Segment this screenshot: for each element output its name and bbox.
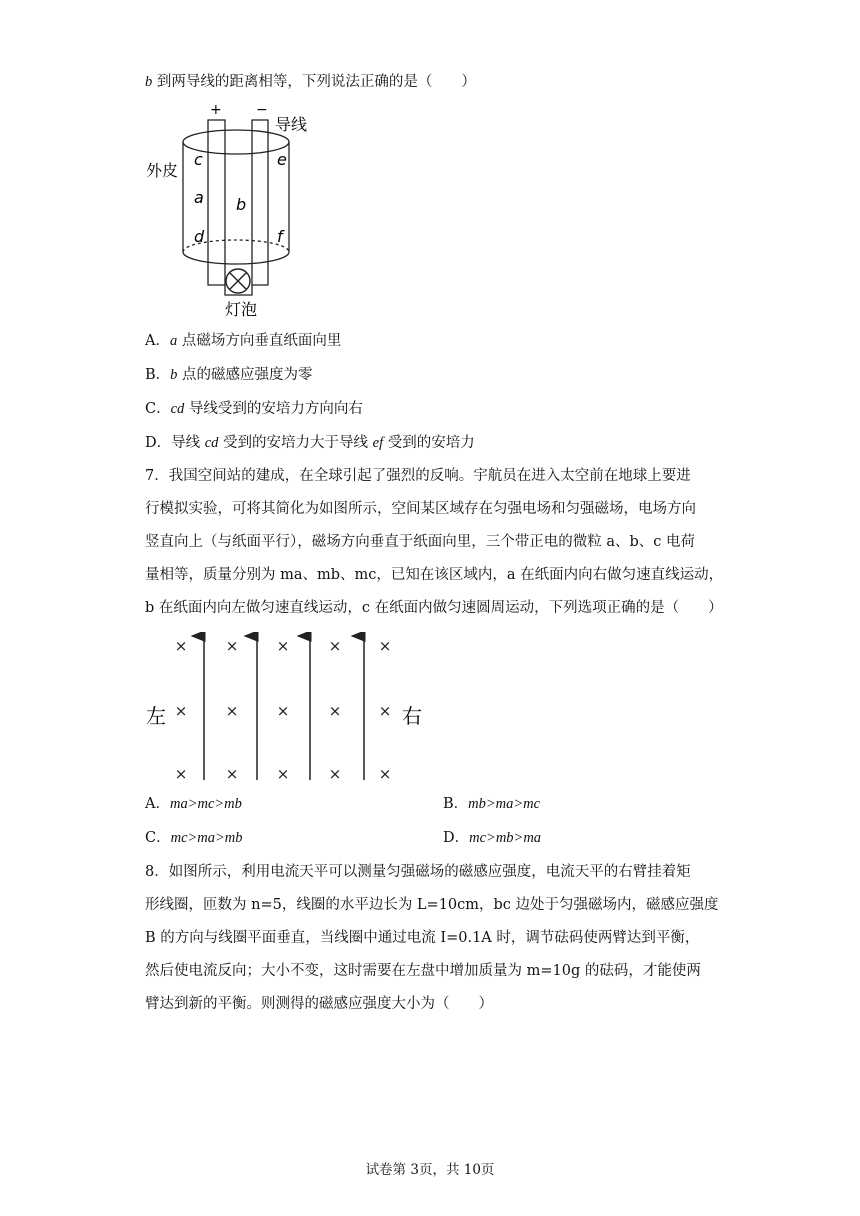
q6-option-c [145, 399, 363, 419]
magnetic-field-crosses [175, 637, 392, 782]
option-text: 点的磁感应强度为零 [182, 367, 313, 383]
option-key: A． [145, 333, 170, 349]
cross-icon: × [276, 765, 290, 782]
option-key: C． [145, 830, 171, 846]
stem-line: 7．我国空间站的建成，在全球引起了强烈的反响。宇航员在进入太空前在地球上要进 [145, 468, 691, 484]
point-c: c [194, 150, 203, 169]
cross-icon: × [328, 637, 342, 655]
stem-line: 臂达到新的平衡。则测得的磁感应强度大小为（ ） [145, 996, 493, 1012]
option-key: B． [443, 796, 469, 812]
option-var: b [170, 367, 178, 383]
cross-icon: × [328, 702, 342, 720]
option-var: cd [170, 401, 185, 417]
cross-icon: × [378, 637, 392, 655]
cross-icon: × [378, 702, 392, 720]
cross-icon: × [174, 637, 188, 655]
option-var: cd [204, 435, 219, 451]
option-text: 受到的安培力大于导线 [223, 435, 369, 451]
q7-option-a [145, 794, 242, 814]
right-label: 右 [402, 704, 422, 728]
stem-line: 形线圈，匝数为 n=5，线圈的水平边长为 L=10cm，bc 边处于匀强磁场内，磁感应强度 [145, 897, 719, 913]
option-text: mc>mb>ma [469, 830, 542, 846]
q6-option-d [145, 433, 475, 453]
cross-icon: × [328, 765, 342, 782]
option-text: 导线 [171, 435, 201, 451]
wire-label: 导线 [275, 115, 308, 134]
figure-em-field [140, 632, 440, 782]
cross-icon: × [174, 702, 188, 720]
stem-text: 到两导线的距离相等，下列说法正确的是（ ） [156, 74, 476, 90]
plus-sign: + [210, 102, 222, 118]
stem-line: 8．如图所示，利用电流天平可以测量匀强磁场的磁感应强度，电流天平的右臂挂着矩 [145, 864, 691, 880]
point-b: b [236, 195, 247, 214]
cross-icon: × [225, 702, 239, 720]
q6-option-a [145, 331, 341, 351]
point-e: e [277, 150, 287, 169]
option-key: B． [145, 367, 171, 383]
cross-icon: × [174, 765, 188, 782]
cross-icon: × [276, 702, 290, 720]
option-text: mb>ma>mc [468, 796, 541, 812]
option-var: ef [372, 435, 384, 451]
minus-sign: − [256, 102, 268, 118]
skin-label: 外皮 [146, 161, 179, 180]
q7-option-b [443, 794, 540, 814]
stem-line: b 在纸面内向左做匀速直线运动，c 在纸面内做匀速圆周运动，下列选项正确的是（ ） [145, 600, 723, 616]
point-f: f [277, 227, 283, 246]
option-text: 点磁场方向垂直纸面向里 [181, 333, 342, 349]
option-key: C． [145, 401, 171, 417]
left-label: 左 [146, 704, 166, 728]
q7-option-d [443, 828, 541, 848]
option-text: mc>ma>mb [170, 830, 243, 846]
point-d: d [194, 227, 205, 246]
bulb-label: 灯泡 [225, 300, 258, 319]
stem-line: 竖直向上（与纸面平行），磁场方向垂直于纸面向里，三个带正电的微粒 a、b、c 电荷 [145, 534, 696, 550]
option-text: ma>mc>mb [169, 796, 242, 812]
cross-icon: × [225, 637, 239, 655]
stem-line: B 的方向与线圈平面垂直，当线圈中通过电流 I=0.1A 时，调节砝码使两臂达到平衡， [145, 930, 700, 946]
q6-option-b [145, 365, 313, 385]
page-footer: 试卷第 3页，共 10页 [365, 1162, 495, 1178]
option-key: D． [443, 830, 470, 846]
q7-option-c [145, 828, 243, 848]
cross-icon: × [276, 637, 290, 655]
option-text: 导线受到的安培力方向向右 [188, 401, 363, 417]
stem-line: 行模拟实验，可将其简化为如图所示，空间某区域存在匀强电场和匀强磁场，电场方向 [145, 501, 696, 517]
var-b: b [145, 74, 153, 90]
point-a: a [194, 188, 204, 207]
figure-cylinder-wires [140, 100, 340, 325]
option-text: 受到的安培力 [387, 435, 475, 451]
option-key: A． [145, 796, 170, 812]
bulb-icon [226, 269, 250, 293]
option-var: a [169, 333, 178, 349]
option-key: D． [145, 435, 172, 451]
cross-icon: × [378, 765, 392, 782]
question-6-stem-tail [145, 66, 725, 99]
cross-icon: × [225, 765, 239, 782]
stem-line: 量相等，质量分别为 ma、mb、mc，已知在该区域内，a 在纸面内向右做匀速直线运动， [145, 567, 724, 583]
stem-line: 然后使电流反向；大小不变，这时需要在左盘中增加质量为 m=10g 的砝码，才能使两 [145, 963, 701, 979]
